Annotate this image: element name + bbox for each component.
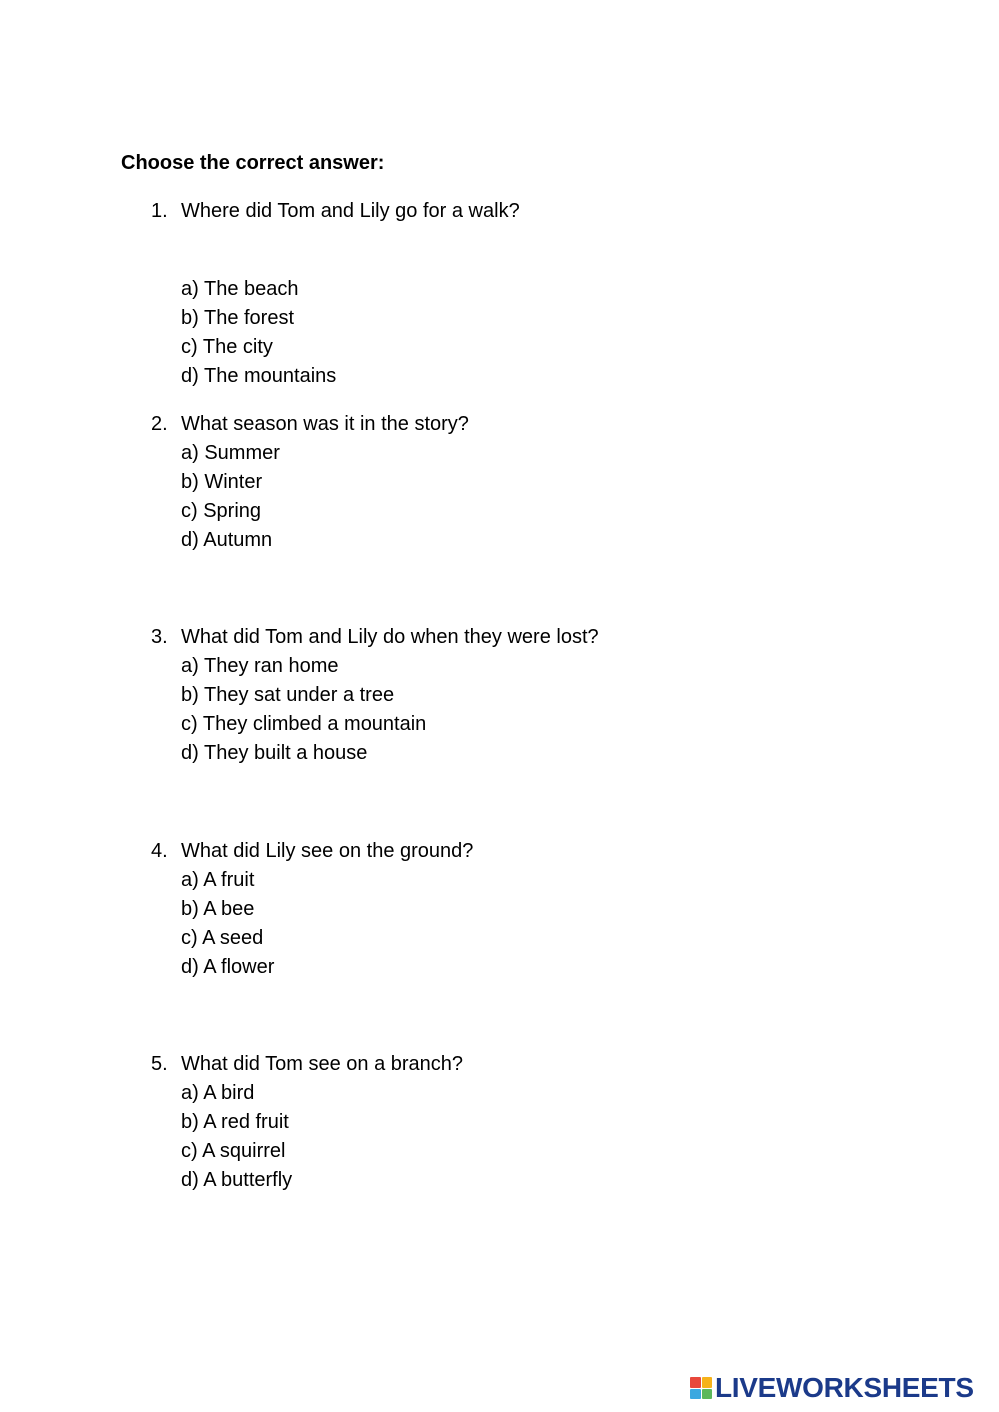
- option-b: b) They sat under a tree: [181, 684, 395, 706]
- question-number: 5.: [151, 1053, 168, 1075]
- option-c: c) A squirrel: [181, 1140, 286, 1162]
- option-c: c) They climbed a mountain: [181, 713, 427, 735]
- question-text: What did Tom see on a branch?: [181, 1053, 464, 1075]
- option-list: [0, 439, 999, 555]
- option-b: b) A red fruit: [181, 1111, 289, 1133]
- question-4: [0, 837, 999, 982]
- question-number: 1.: [151, 200, 168, 222]
- option-c: c) The city: [181, 336, 273, 358]
- question-text: What did Lily see on the ground?: [181, 840, 474, 862]
- question-line: [0, 837, 999, 866]
- option-d: d) A flower: [181, 956, 275, 978]
- question-text: What did Tom and Lily do when they were lost?: [181, 626, 599, 648]
- question-1: [0, 197, 999, 391]
- option-c: c) A seed: [181, 927, 264, 949]
- option-a: a) A fruit: [181, 869, 255, 891]
- instruction-heading: Choose the correct answer:: [121, 152, 385, 174]
- liveworksheets-logo-icon: [690, 1377, 712, 1399]
- logo-tile-3: [690, 1389, 701, 1400]
- question-2: [0, 410, 999, 555]
- question-3: [0, 623, 999, 768]
- option-list: [0, 275, 999, 391]
- option-b: b) A bee: [181, 898, 255, 920]
- option-list: [0, 1079, 999, 1195]
- logo-tile-4: [702, 1389, 713, 1400]
- question-text: What season was it in the story?: [181, 413, 469, 435]
- question-line: [0, 410, 999, 439]
- option-list: [0, 866, 999, 982]
- option-b: b) Winter: [181, 471, 263, 493]
- question-number: 4.: [151, 840, 168, 862]
- question-line: [0, 623, 999, 652]
- option-list: [0, 652, 999, 768]
- question-line: [0, 1050, 999, 1079]
- liveworksheets-logo: [690, 1372, 974, 1404]
- option-a: a) They ran home: [181, 655, 339, 677]
- option-d: d) They built a house: [181, 742, 368, 764]
- question-text: Where did Tom and Lily go for a walk?: [181, 200, 520, 222]
- logo-text: LIVEWORKSHEETS: [715, 1372, 974, 1403]
- option-b: b) The forest: [181, 307, 295, 329]
- option-c: c) Spring: [181, 500, 262, 522]
- option-a: a) The beach: [181, 278, 299, 300]
- option-d: d) Autumn: [181, 529, 273, 551]
- option-a: a) A bird: [181, 1082, 255, 1104]
- question-number: 2.: [151, 413, 168, 435]
- question-line: [0, 197, 999, 226]
- option-d: d) A butterfly: [181, 1169, 293, 1191]
- option-a: a) Summer: [181, 442, 280, 464]
- logo-tile-1: [690, 1377, 701, 1388]
- question-number: 3.: [151, 626, 168, 648]
- question-5: [0, 1050, 999, 1195]
- option-d: d) The mountains: [181, 365, 337, 387]
- logo-tile-2: [702, 1377, 713, 1388]
